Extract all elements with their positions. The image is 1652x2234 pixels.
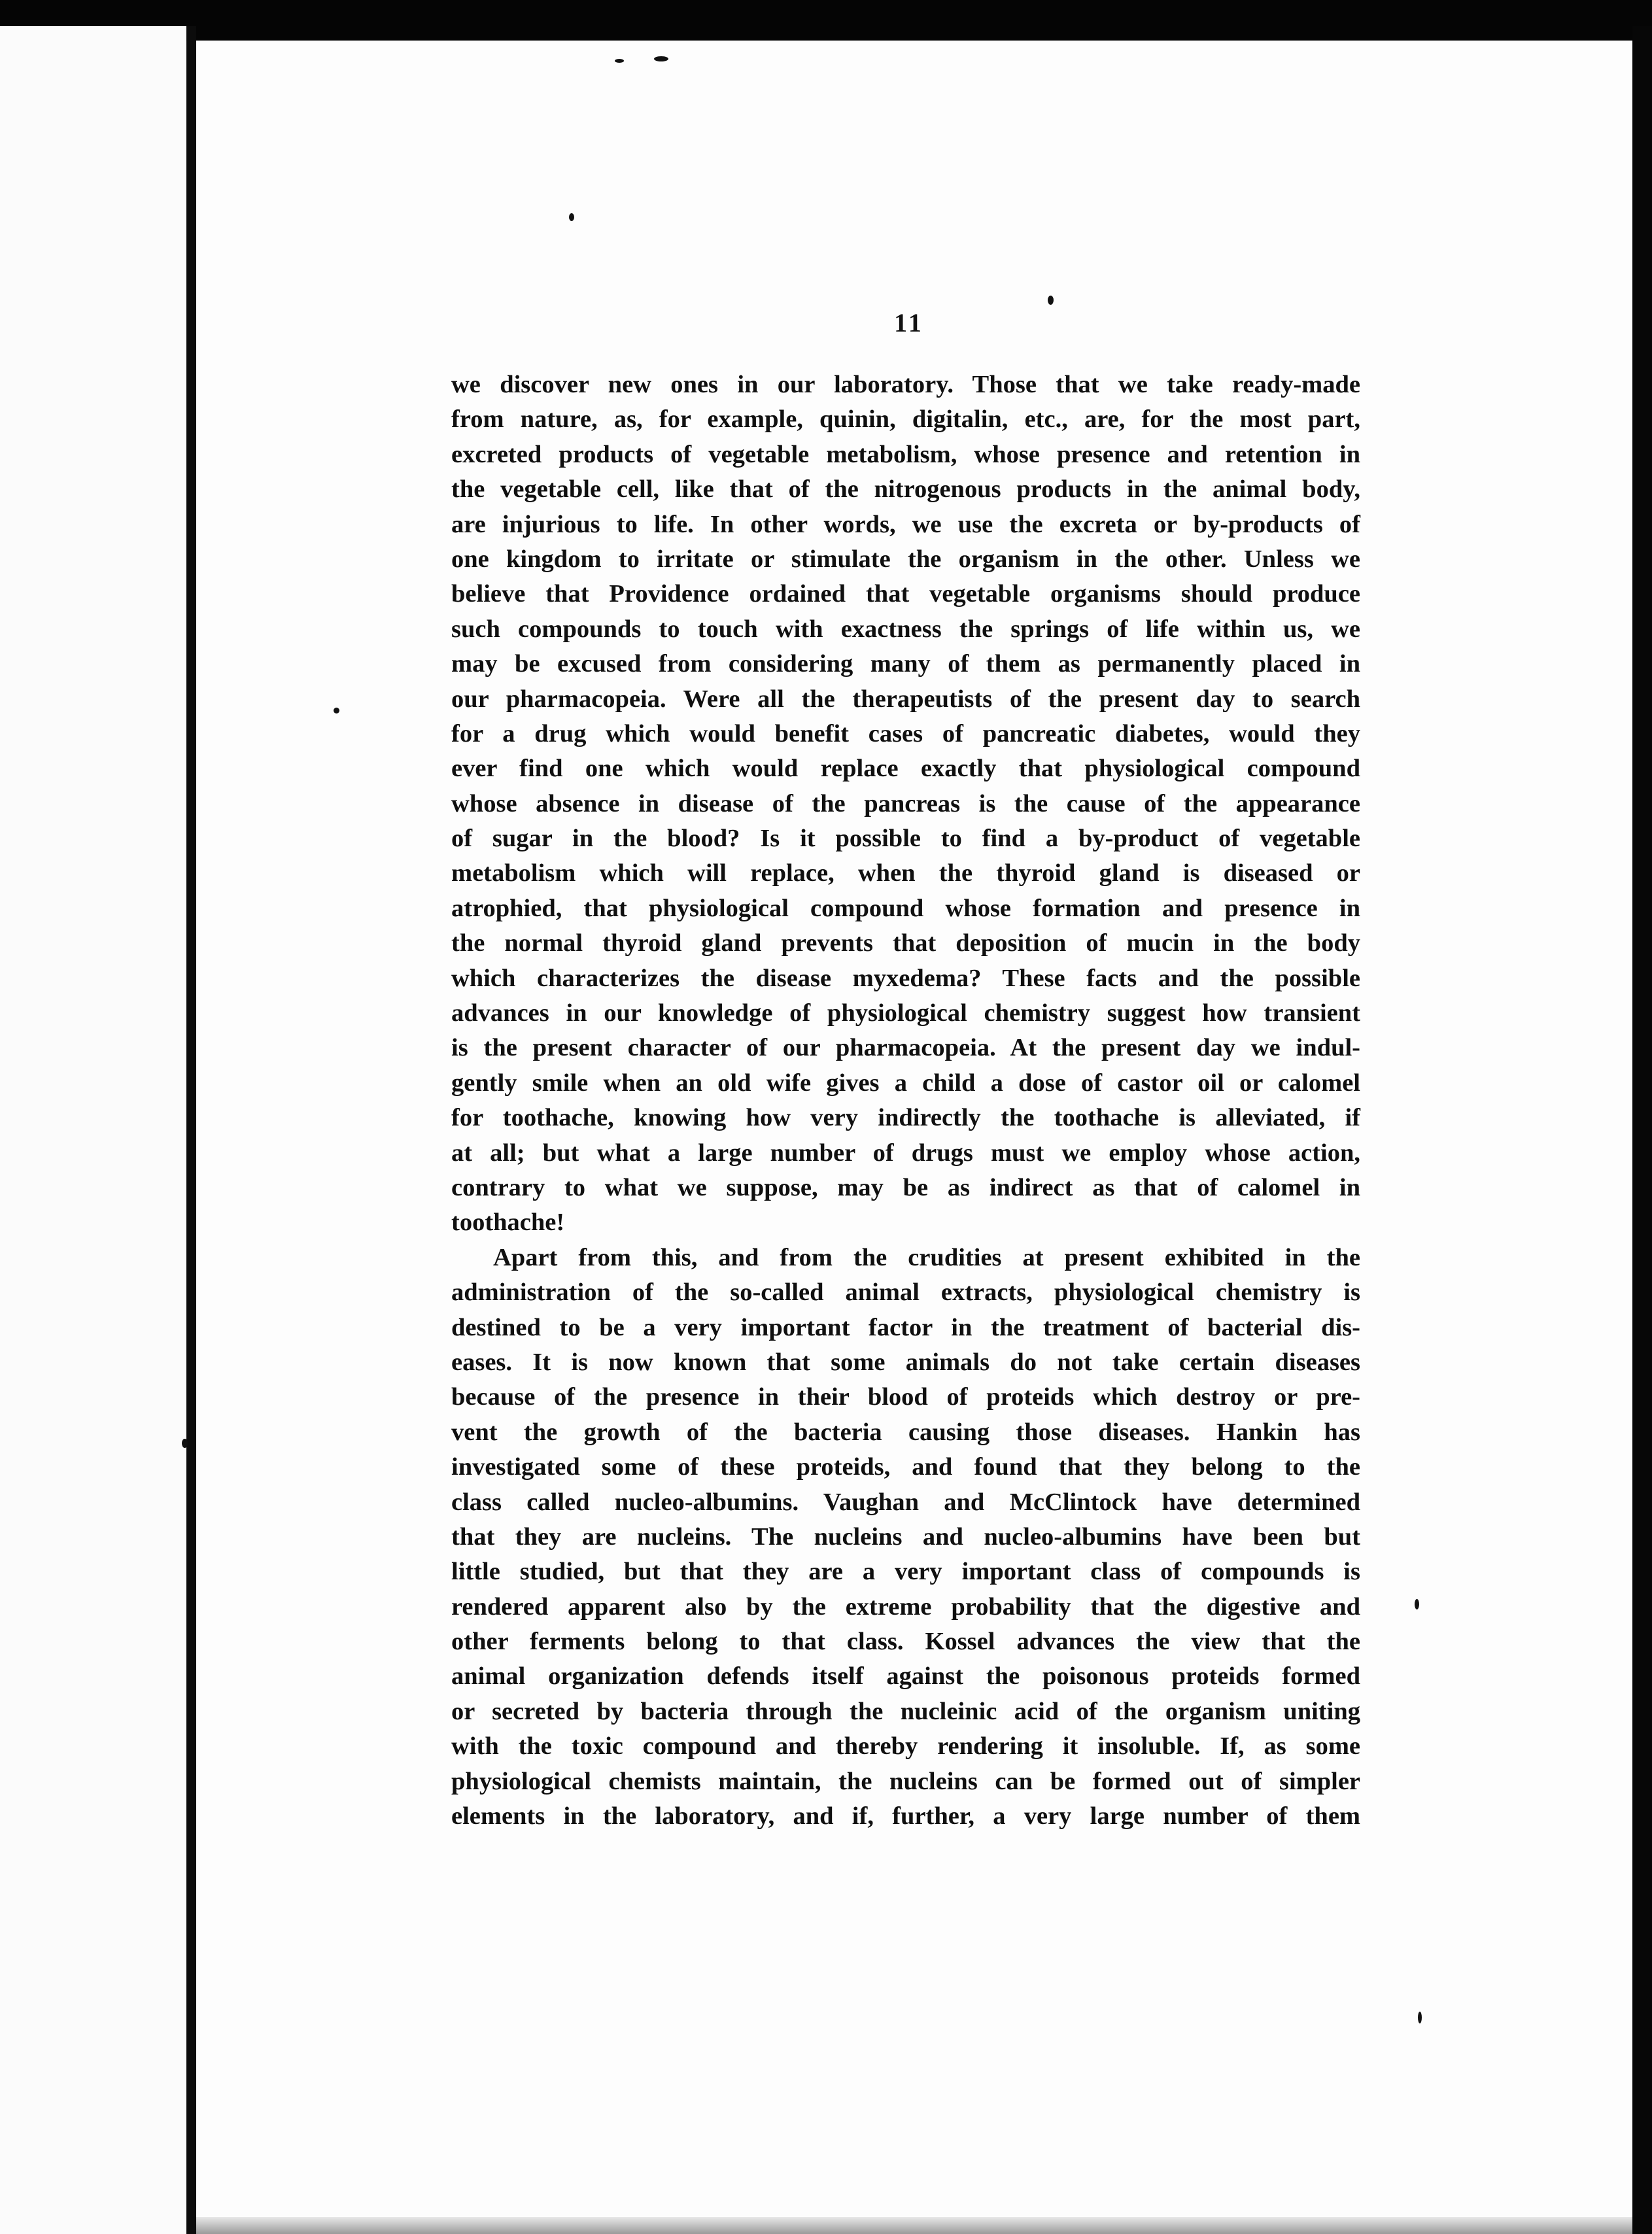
scan-speck bbox=[1415, 1599, 1419, 1609]
text-line: of sugar in the blood? Is it possible to find a by-product of vegetable bbox=[451, 825, 1360, 853]
text-line: other ferments belong to that class. Kossel advances the view that the bbox=[451, 1628, 1360, 1656]
text-line: atrophied, that physiological compound whose formation and presence in bbox=[451, 894, 1360, 922]
text-line: with the toxic compound and thereby rendering it insoluble. If, as some bbox=[451, 1732, 1360, 1761]
text-line: for toothache, knowing how very indirectly the toothache is alleviated, if bbox=[451, 1104, 1360, 1132]
text-line: believe that Providence ordained that vegetable organisms should produce bbox=[451, 580, 1360, 608]
text-line: advances in our knowledge of physiological chemistry suggest how transient bbox=[451, 999, 1360, 1027]
text-line: rendered apparent also by the extreme probability that the digestive and bbox=[451, 1592, 1360, 1621]
text-line: we discover new ones in our laboratory. Those that we take ready-made bbox=[451, 371, 1360, 398]
text-line: one kingdom to irritate or stimulate the organism in the other. Unless we bbox=[451, 545, 1360, 573]
text-line: physiological chemists maintain, the nucleins can be formed out of simpler bbox=[451, 1767, 1360, 1795]
scan-speck bbox=[654, 56, 668, 61]
text-line: destined to be a very important factor in the treatment of bacterial dis- bbox=[451, 1313, 1360, 1341]
text-line: Apart from this, and from the crudities at present exhibited in the bbox=[493, 1243, 1360, 1271]
text-line: elements in the laboratory, and if, further, a very large number of them bbox=[451, 1802, 1360, 1830]
scan-speck bbox=[1418, 2012, 1422, 2023]
text-line: administration of the so-called animal extracts, physiological chemistry is bbox=[451, 1279, 1360, 1307]
text-line: or secreted by bacteria through the nucleinic acid of the organism uniting bbox=[451, 1697, 1360, 1725]
scan-speck bbox=[1048, 296, 1054, 305]
scan-speck bbox=[182, 1439, 188, 1448]
text-line: class called nucleo-albumins. Vaughan and McClintock have determined bbox=[451, 1488, 1360, 1516]
text-line: investigated some of these proteids, and found that they belong to the bbox=[451, 1453, 1360, 1481]
text-line: are injurious to life. In other words, we use the excreta or by-products of bbox=[451, 510, 1360, 538]
scan-speck bbox=[569, 213, 574, 221]
text-line: toothache! bbox=[451, 1209, 565, 1237]
text-line: metabolism which will replace, when the thyroid gland is diseased or bbox=[451, 859, 1360, 887]
text-line: excreted products of vegetable metabolism, whose presence and retention in bbox=[451, 440, 1360, 468]
text-line: the vegetable cell, like that of the nitrogenous products in the animal body, bbox=[451, 475, 1360, 504]
text-line: that they are nucleins. The nucleins and nucleo-albumins have been but bbox=[451, 1522, 1360, 1551]
text-line: the normal thyroid gland prevents that deposition of mucin in the body bbox=[451, 929, 1360, 957]
scan-left-margin bbox=[0, 26, 186, 2234]
page-number: 11 bbox=[894, 308, 924, 337]
scan-speck bbox=[615, 59, 624, 63]
text-line: because of the presence in their blood of proteids which destroy or pre- bbox=[451, 1383, 1360, 1411]
text-line: vent the growth of the bacteria causing those diseases. Hankin has bbox=[451, 1418, 1360, 1446]
text-line: eases. It is now known that some animals do not take certain diseases bbox=[451, 1348, 1360, 1376]
text-line: from nature, as, for example, quinin, digitalin, etc., are, for the most part, bbox=[451, 405, 1360, 434]
text-line: our pharmacopeia. Were all the therapeutists of the present day to search bbox=[451, 685, 1360, 713]
text-line: such compounds to touch with exactness the springs of life within us, we bbox=[451, 615, 1360, 643]
text-line: little studied, but that they are a very important class of compounds is bbox=[451, 1558, 1360, 1586]
text-line: gently smile when an old wife gives a child a dose of castor oil or calomel bbox=[451, 1069, 1360, 1097]
scan-speck bbox=[334, 708, 339, 713]
scan-gutter-line bbox=[187, 26, 196, 2234]
text-line: contrary to what we suppose, may be as indirect as that of calomel in bbox=[451, 1173, 1360, 1201]
scan-bottom-shadow bbox=[196, 2217, 1632, 2234]
text-line: at all; but what a large number of drugs must we employ whose action, bbox=[451, 1139, 1360, 1167]
body-text bbox=[451, 368, 1360, 1834]
scan-right-border bbox=[1632, 26, 1652, 2234]
scan-top-border bbox=[0, 0, 1652, 41]
text-line: which characterizes the disease myxedema? These facts and the possible bbox=[451, 964, 1360, 992]
text-line: for a drug which would benefit cases of pancreatic diabetes, would they bbox=[451, 719, 1360, 748]
text-line: ever find one which would replace exactly that physiological compound bbox=[451, 755, 1360, 783]
text-line: is the present character of our pharmacopeia. At the present day we indul- bbox=[451, 1034, 1360, 1062]
text-line: may be excused from considering many of them as permanently placed in bbox=[451, 650, 1360, 678]
text-line: whose absence in disease of the pancreas is the cause of the appearance bbox=[451, 789, 1360, 817]
text-line: animal organization defends itself against the poisonous proteids formed bbox=[451, 1662, 1360, 1691]
